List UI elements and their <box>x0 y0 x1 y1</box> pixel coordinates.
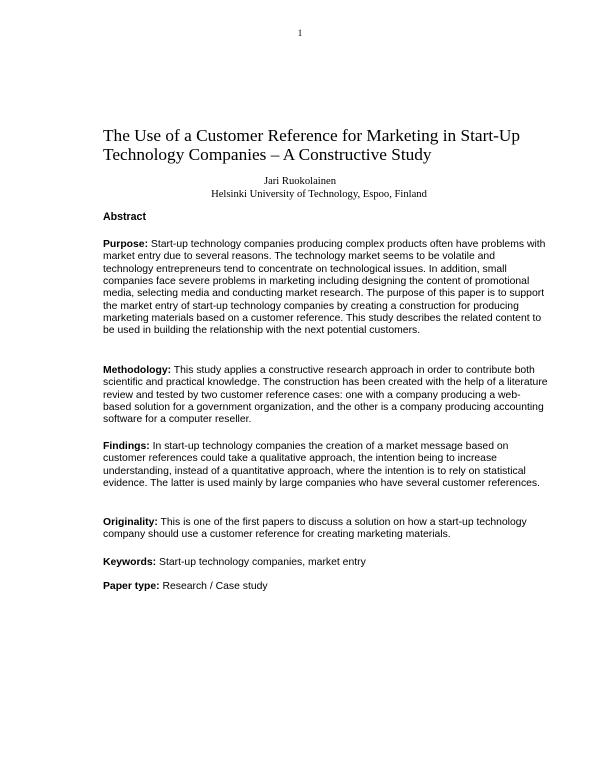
author-name: Jari Ruokolainen <box>263 176 337 187</box>
abstract-heading: Abstract <box>103 211 146 223</box>
keywords-text: Start-up technology companies, market entry <box>156 557 366 568</box>
abstract-methodology <box>103 365 548 427</box>
abstract-originality <box>103 517 548 542</box>
abstract-paper-type <box>103 581 548 593</box>
findings-text: In start-up technology companies the creation of a market message based on customer references could take a qualitative approach, the intention being to increase understanding, instead of a quantitative approach, where the intention is to rely on statistical evidence. The latter is used mainly by large companies who have several customer references. <box>103 441 541 490</box>
methodology-label: Methodology: <box>103 365 172 376</box>
findings-label: Findings: <box>103 441 150 452</box>
paper-title: The Use of a Customer Reference for Marketing in Start-Up Technology Companies – A Constructive Study <box>103 126 521 164</box>
methodology-text: This study applies a constructive research approach in order to contribute both scientific and practical knowledge. The construction has been created with the help of a literature review and tested by two customer reference cases: one with a company producing a web-based solution for a government organization, and the other is a company producing accounting software for a computer reseller. <box>103 365 548 426</box>
page-number: 1 <box>297 28 303 38</box>
author-affiliation: Helsinki University of Technology, Espoo, Finland <box>211 188 427 200</box>
originality-text: This is one of the first papers to discuss a solution on how a start-up technology company should use a customer reference for creating marketing materials. <box>103 517 527 541</box>
originality-label: Originality: <box>103 517 158 528</box>
abstract-purpose <box>103 239 548 338</box>
keywords-label: Keywords: <box>103 557 157 568</box>
purpose-text: Start-up technology companies producing complex products often have problems with market entry due to several reasons. The technology market seems to be volatile and technology entrepreneurs tend to concentrate on technological issues. In addition, small companies face severe problems in marketing including designing the content of promotional media, selecting media and conducting market research. The purpose of this paper is to support the market entry of start-up technology companies by creating a construction for producing marketing materials based on a customer reference. This study describes the related content to be used in building the relationship with the next potential customers. <box>103 239 546 337</box>
author-block <box>0 176 600 201</box>
abstract-keywords <box>103 557 548 569</box>
abstract-findings <box>103 441 548 490</box>
purpose-label: Purpose: <box>103 239 149 250</box>
paper-type-label: Paper type: <box>103 581 160 592</box>
paper-type-text: Research / Case study <box>159 581 268 592</box>
